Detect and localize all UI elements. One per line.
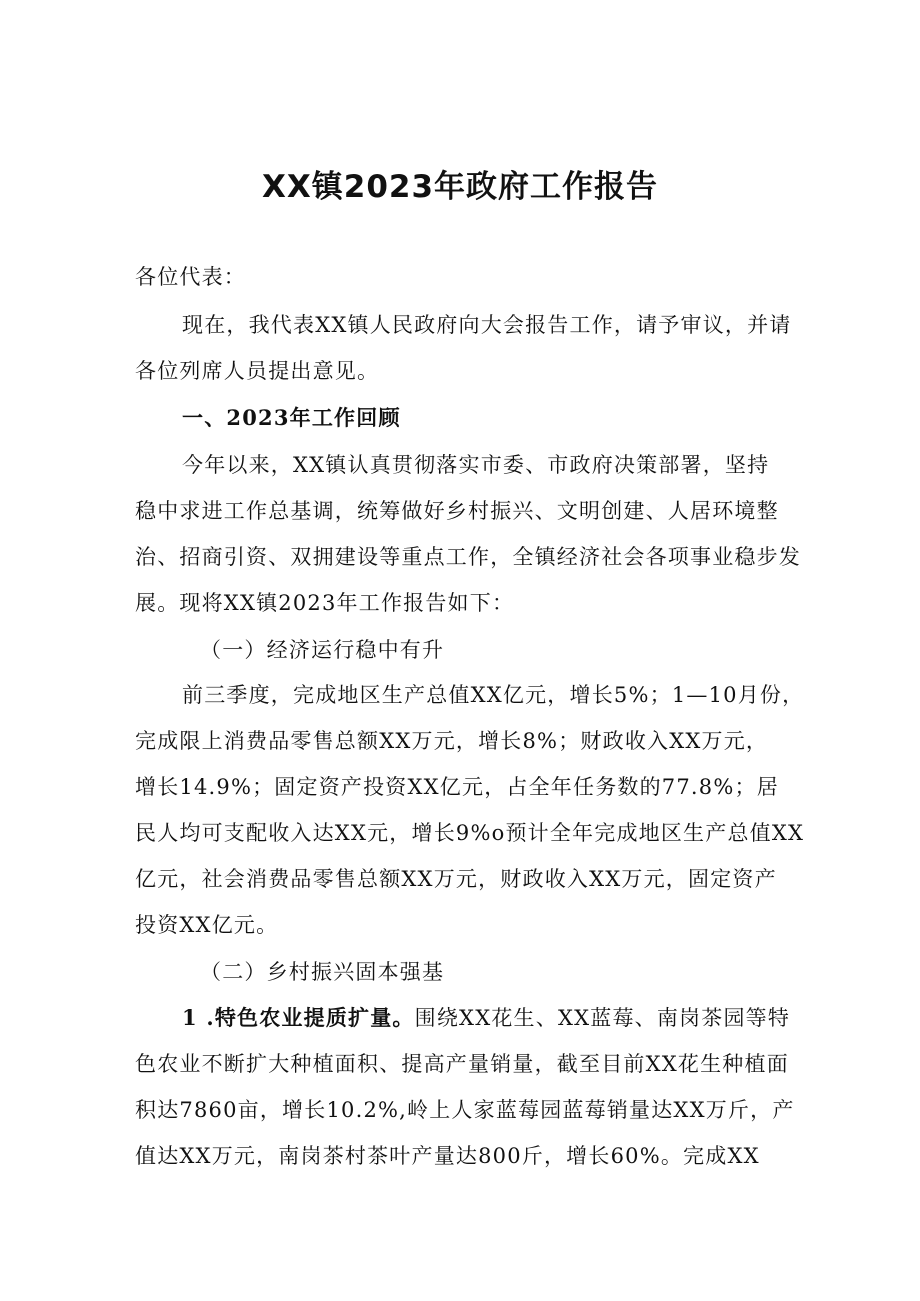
paragraph-text: 围绕XX花生、XX蓝莓、南岗茶园等特 <box>414 1006 791 1030</box>
paragraph-line: 民人均可支配收入达XX元，增长9%o预计全年完成地区生产总值XX <box>135 821 805 845</box>
paragraph-line: 亿元，社会消费品零售总额XX万元，财政收入XX万元，固定资产 <box>135 867 777 891</box>
paragraph-line: 治、招商引资、双拥建设等重点工作，全镇经济社会各项事业稳步发 <box>135 545 801 569</box>
section-heading: 一、2023年工作回顾 <box>182 405 401 430</box>
subsection-heading: （二）乡村振兴固本强基 <box>200 960 445 984</box>
paragraph-line: 展。现将XX镇2023年工作报告如下： <box>135 591 515 615</box>
paragraph-line: 积达7860亩，增长10.2%,岭上人家蓝莓园蓝莓销量达XX万斤，产 <box>135 1098 795 1122</box>
salutation: 各位代表： <box>135 265 246 289</box>
document-title: XX镇2023年政府工作报告 <box>261 169 659 205</box>
bold-lead-phrase: 1 .特色农业提质扩量。 <box>182 1005 415 1030</box>
subsection-heading: （一）经济运行稳中有升 <box>200 638 445 662</box>
paragraph-line: 现在，我代表XX镇人民政府向大会报告工作，请予审议，并请 <box>182 313 792 337</box>
paragraph-line: 稳中求进工作总基调，统筹做好乡村振兴、文明创建、人居环境整 <box>135 499 779 523</box>
paragraph-line: 增长14.9%；固定资产投资XX亿元，占全年任务数的77.8%；居 <box>135 775 779 799</box>
paragraph-line: 前三季度，完成地区生产总值XX亿元，增长5%；1—10月份， <box>182 683 805 707</box>
paragraph-line: 值达XX万元，南岗茶村茶叶产量达800斤，增长60%。完成XX <box>135 1144 760 1168</box>
paragraph-line <box>182 1003 842 1033</box>
paragraph-line: 色农业不断扩大种植面积、提高产量销量，截至目前XX花生种植面 <box>135 1052 789 1076</box>
paragraph-line: 完成限上消费品零售总额XX万元，增长8%；财政收入XX万元， <box>135 729 769 753</box>
paragraph-line: 投资XX亿元。 <box>135 913 279 937</box>
paragraph-line: 今年以来，XX镇认真贯彻落实市委、市政府决策部署，坚持 <box>182 453 770 477</box>
paragraph-line: 各位列席人员提出意见。 <box>135 359 380 383</box>
